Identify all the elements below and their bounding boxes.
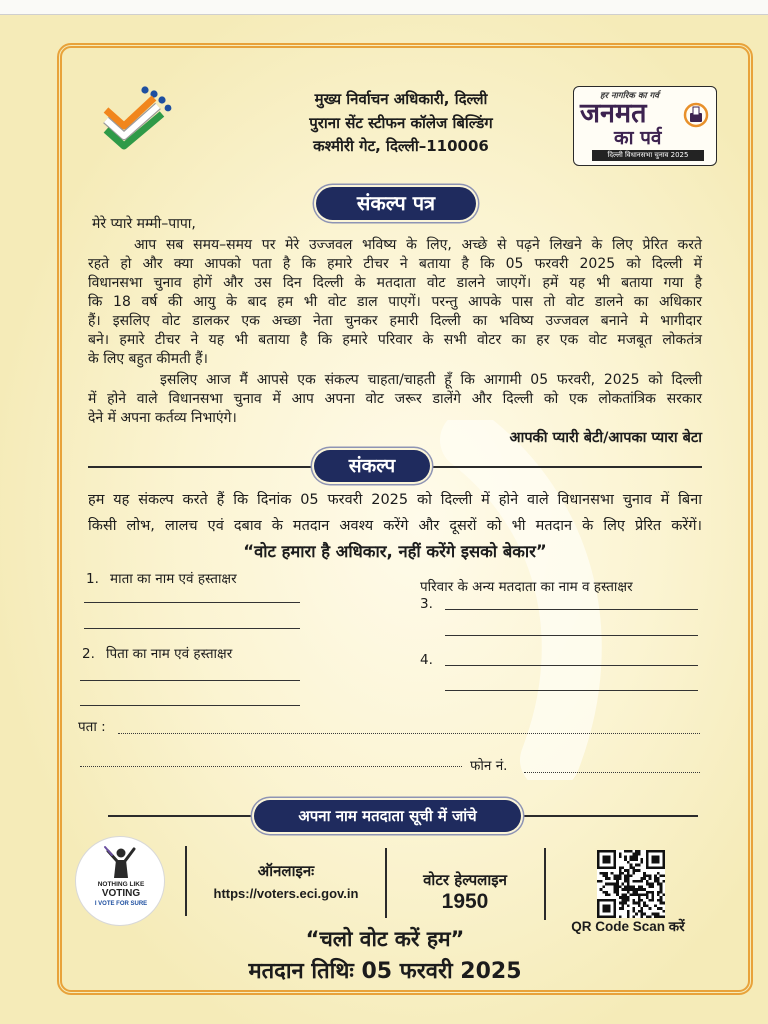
other-voter-number: 4. — [420, 652, 433, 668]
poll-date: मतदान तिथिः 05 फरवरी 2025 — [248, 959, 522, 984]
column-separator — [385, 848, 387, 918]
footer-slogan: “चलो वोट करें हम” — [305, 927, 465, 951]
other-voter-line — [445, 635, 698, 636]
voter-figure-icon — [103, 845, 139, 879]
mother-signature-label: माता का नाम एवं हस्ताक्षर — [110, 571, 237, 587]
father-signature-line — [80, 705, 300, 706]
letter-paragraph-2 — [88, 371, 702, 428]
father-number: 2. — [82, 646, 95, 662]
other-voter-line — [445, 665, 698, 666]
logo-title: जनमत — [580, 98, 647, 129]
badge-text: I VOTE FOR SURE — [94, 901, 148, 907]
qr-label: QR Code Scan करें — [571, 919, 685, 934]
letter-signoff: आपकी प्यारी बेटी/आपका प्यारा बेटा — [509, 430, 702, 446]
pledge-title: संकल्प — [314, 450, 430, 482]
office-building: पुराना सेंट स्टीफन कॉलेज बिल्डिंग — [309, 113, 493, 132]
column-separator — [544, 848, 546, 920]
phone-line — [524, 772, 700, 773]
qr-finder-pattern — [597, 899, 616, 918]
mother-signature-line — [84, 602, 300, 603]
pledge-slogan: “वोट हमारा है अधिकार, नहीं करेंगे इसको बेकार” — [243, 542, 547, 561]
father-signature-line — [80, 680, 300, 681]
letter-paragraph-1 — [88, 236, 702, 369]
paragraph-line: इसलिए आज मैं आपसे एक संकल्प चाहता/चाहती हूँ कि आगामी 05 फरवरी, 2025 को दिल्ली — [160, 372, 702, 388]
logo-subtitle: का पर्व — [614, 127, 662, 149]
pledge-line: किसी लोभ, लालच एवं दबाव के मतदान अवश्य करेंगे और दूसरों को भी मतदान के लिए प्रेरित करेंगें। — [88, 518, 702, 534]
paragraph-line: में होने वाले विधानसभा चुनाव में आप अपना वोट जरूर डालेंगे और दिल्ली को एक लोकतांत्रिक सरकार — [88, 391, 702, 407]
address-line — [80, 766, 462, 767]
qr-finder-pattern — [646, 850, 665, 869]
badge-text: VOTING — [101, 888, 141, 899]
paragraph-line: कि 18 वर्ष की आयु के बाद हम भी वोट डाल पाएगें। परन्तु आपके पास तो वोट डालने का अधिकार — [88, 294, 702, 310]
other-voters-label: परिवार के अन्य मतदाता का नाम व हस्ताक्षर — [420, 579, 633, 595]
office-address — [236, 88, 566, 159]
helpline-label: वोटर हेल्पलाइन — [423, 871, 507, 889]
mother-number: 1. — [86, 571, 99, 587]
logo-tagline: हर नागरिक का गर्व — [600, 91, 660, 101]
phone-label: फोन नं. — [470, 758, 508, 774]
qr-finder-pattern — [597, 850, 616, 869]
badge-text: NOTHING LIKE — [97, 881, 145, 888]
logo-footer: दिल्ली विधानसभा चुनाव 2025 — [592, 150, 704, 161]
mother-signature-line — [84, 628, 300, 629]
nothing-like-voting-logo — [75, 836, 165, 926]
office-locality: कश्मीरी गेट, दिल्ली–110006 — [313, 137, 489, 155]
qr-code — [597, 850, 665, 918]
address-label: पता : — [78, 719, 106, 735]
other-voter-line — [445, 690, 698, 691]
online-url: https://voters.eci.gov.in — [213, 886, 359, 901]
scan-top-strip — [0, 0, 768, 15]
check-name-banner: अपना नाम मतदाता सूची में जांचे — [254, 800, 521, 832]
office-title: मुख्य निर्वाचन अधिकारी, दिल्ली — [314, 90, 488, 108]
paragraph-line: रहते हो और क्या आपको पता है कि हमारे टीचर ने बताया है कि 05 फरवरी 2025 को दिल्ली में — [88, 256, 702, 272]
paragraph-line: देने में अपना कर्तव्य निभाएंगे। — [88, 410, 237, 426]
helpline-number: 1950 — [441, 890, 489, 913]
letter-title: संकल्प पत्र — [316, 187, 476, 220]
eci-logo — [98, 82, 178, 154]
paragraph-line: के लिए बहुत कीमती हैं। — [88, 351, 208, 367]
column-separator — [185, 846, 187, 916]
father-signature-label: पिता का नाम एवं हस्ताक्षर — [106, 646, 233, 662]
paragraph-line: विधानसभा चुनाव होगें और उस दिन दिल्ली के मतदाता वोट डालने जाएगें। हमें यह भी बताया गया है — [88, 275, 702, 291]
online-label: ऑनलाइनः — [257, 862, 315, 880]
pledge-line: हम यह संकल्प करते हैं कि दिनांक 05 फरवरी 2025 को दिल्ली में होने वाले विधानसभा चुनाव में बिना — [88, 492, 702, 508]
paragraph-line: हैं। इसलिए वोट डालकर एक अच्छा नेता चुनकर हमारी दिल्ली का भविष्य उज्जवल बनाने मे भागीदार — [88, 313, 702, 329]
paragraph-line: आप सब समय–समय पर मेरे उज्जवल भविष्य के लिए, अच्छे से पढ़ने लिखने के लिए प्रेरित करते — [134, 237, 702, 253]
salutation: मेरे प्यारे मम्मी–पापा, — [92, 216, 196, 232]
paragraph-line: बने। हमारे टीचर ने यह भी बताया है कि हमारे परिवार के सभी वोटर का हर एक वोट मजबूत लोकतंत्र — [88, 332, 702, 348]
janmat-ka-parv-logo — [573, 86, 717, 166]
other-voter-number: 3. — [420, 596, 433, 612]
address-line — [118, 733, 700, 734]
other-voter-line — [445, 609, 698, 610]
ballot-emblem-icon — [682, 101, 710, 129]
